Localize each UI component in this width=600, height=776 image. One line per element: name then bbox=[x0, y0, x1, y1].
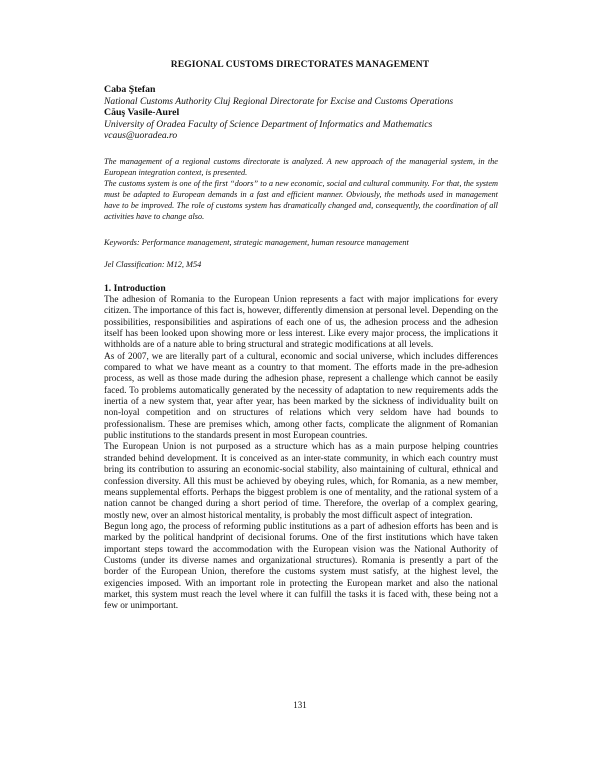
author-name: Caba Ştefan bbox=[104, 84, 156, 95]
keywords: Keywords: Performance management, strategic management, human resource management bbox=[104, 238, 409, 247]
body-paragraph: The European Union is not purposed as a structure which has as a main purpose helping countries stranded behind development. It is conceived as an inter-state community, in which each country must bring its contribution to assuring an economic-social stability, also maintaining of cultural, ethnical and confession diversity. All this must be achieved by obeying rules, which, for Romania, as a new member, means supplemental efforts. Perhaps the biggest problem is one of mentality, and the rational system of a nation cannot be changed during a short period of time. Therefore, the overlap of a complex gearing, mostly new, over an almost historical mentality, is probably the most difficult aspect of integration. bbox=[104, 442, 498, 521]
abstract-paragraph: The customs system is one of the first “doors” to a new economic, social and cultural community. For that, the system must be adapted to European demands in a fast and efficient manner. Obviously, the methods used in management have to be improved. The role of customs system has dramatically changed and, consequently, the coordination of all activities have to change also. bbox=[104, 178, 498, 221]
jel-classification: Jel Classification: M12, M54 bbox=[104, 260, 202, 269]
page-number: 131 bbox=[293, 700, 307, 710]
paper-title: REGIONAL CUSTOMS DIRECTORATES MANAGEMENT bbox=[170, 59, 430, 70]
authors-block bbox=[104, 84, 498, 142]
section-body bbox=[104, 295, 498, 613]
author-affiliation: University of Oradea Faculty of Science Department of Informatics and Mathematics bbox=[104, 118, 433, 130]
body-paragraph: The adhesion of Romania to the European Union represents a fact with major implications for every citizen. The importance of this fact is, however, differently dimension at personal level. Depending on the possibilities, responsibilities and aspirations of each one of us, the adhesion process and the adhesion itself has been looked upon showing more or less interest. Like every major process, the implications it withholds are of a nature able to bring structural and strategic modifications at all levels. bbox=[104, 295, 498, 351]
body-paragraph: Begun long ago, the process of reforming public institutions as a part of adhesion efforts has been and is marked by the political handprint of decisional forums. One of the first institutions which have taken important steps toward the accommodation with the European vision was the National Authority of Customs (under its diverse names and organizational structures). Romania is presently a part of the border of the European Union, therefore the customs system must satisfy, at the highest level, the exigencies imposed. With an important role in protecting the European market and also the national market, this system must reach the level where it can fulfill the tasks it is faced with, these being not a few or unimportant. bbox=[104, 521, 498, 612]
author-name: Căuş Vasile-Aurel bbox=[104, 107, 180, 118]
author-affiliation: National Customs Authority Cluj Regional Directorate for Excise and Customs Operations bbox=[104, 95, 454, 107]
body-paragraph: As of 2007, we are literally part of a cultural, economic and social universe, which includes differences compared to what we have meant as a country to that moment. The efforts made in the pre-adhesion process, as well as those made during the adhesion phase, represent a challenge which cannot be easily faced. To problems automatically generated by the necessity of adaptation to new requirements adds the inertia of a new system that, year after year, has been marked by the sickness of individuality built on non-loyal competition and on structures of relations which very seldom have had bounds to professionalism. These are premises which, among other facts, complicate the alignment of Romanian public institutions to the standards present in most European countries. bbox=[104, 351, 498, 442]
section-heading: 1. Introduction bbox=[104, 283, 166, 294]
abstract-paragraph: The management of a regional customs directorate is analyzed. A new approach of the managerial system, in the European integration context, is presented. bbox=[104, 157, 498, 177]
author-email: vcaus@uoradea.ro bbox=[104, 130, 178, 141]
abstract bbox=[104, 157, 498, 222]
